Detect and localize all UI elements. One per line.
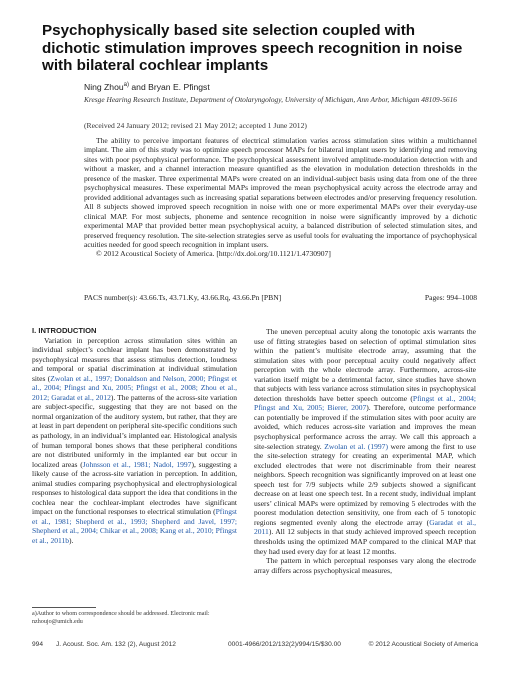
- citation-link[interactable]: Zwolan et al. (1997): [324, 441, 388, 451]
- footer-copyright: © 2012 Acoustical Society of America: [368, 641, 478, 648]
- section-heading: I. INTRODUCTION: [32, 326, 97, 335]
- body-text: ), suggesting a likely cause of the across-site variation in perception. In addition, animal studies comparing psychophysical and electrophysiological responses to histological data support the idea that conditions in the cochlea near the cochlear-implant electrodes have significant impact on the functional responses to electrical stimulation (: [32, 459, 237, 517]
- article-title: Psychophysically based site selection coupled with dichotic stimulation improves speech recognition in noise with bilateral cochlear implants: [42, 22, 463, 74]
- footer-page-number: 994: [32, 641, 44, 648]
- body-text: ).: [69, 536, 74, 546]
- page-range: Pages: 994–1008: [424, 293, 477, 302]
- left-column: [32, 326, 237, 546]
- pacs-numbers: PACS number(s): 43.66.Ts, 43.71.Ky, 43.66.Rq, 43.66.Pn [PBN]: [84, 293, 282, 302]
- intro-paragraph-2: [254, 327, 476, 556]
- citation-link[interactable]: Pfingst et al., 1981; Shepherd et al., 1993; Shepherd and Javel, 1997; Shepherd et al., 2004; Chikar et al., 2008; Kang et al., 2010; Pfingst et al., 2011b: [32, 507, 237, 546]
- footnote: a)Author to whom correspondence should be addressed. Electronic mail: nzhoujo@umich.edu: [32, 611, 210, 625]
- body-text: The uneven perceptual acuity along the tonotopic axis warrants the use of fitting strategies based on selection of optimal stimulation sites within the patient’s multisite electrode array, assuming that the stimulation sites with poor perceptual acuity could negatively affect perception with the whole electrode array. Furthermore, across-site variation itself might be a detrimental factor, since studies have shown that subjects with less variance across stimulation sites in psychophysical detection thresholds have better speech outcome (: [254, 327, 476, 403]
- author-footnote-mark: a): [123, 82, 129, 89]
- intro-paragraph-1: [32, 336, 237, 546]
- footnote-divider: [32, 607, 96, 608]
- footer-journal: J. Acoust. Soc. Am. 132 (2), August 2012: [56, 641, 176, 648]
- affiliation: Kresge Hearing Research Institute, Department of Otolaryngology, University of Michigan, Ann Arbor, Michigan 48109-5616: [84, 95, 457, 104]
- received-dates: (Received 24 January 2012; revised 21 May 2012; accepted 1 June 2012): [84, 121, 307, 130]
- body-text: ). The patterns of the across-site variation are subject-specific, suggesting that they are not based on the normal organization of the auditory system, but rather, that they are at least in part dependent on peripheral site-specific conditions such as pathology, in an individual’s implanted ear. Histological analysis of human temporal bones shows that these peripheral conditions are not distributed uniformly in the implanted ear but occur in localized areas (: [32, 392, 237, 469]
- author-list: [84, 82, 210, 92]
- copyright-doi-text: © 2012 Acoustical Society of America. [http://dx.doi.org/10.1121/1.4730907]: [96, 249, 331, 259]
- right-column: [254, 327, 476, 575]
- intro-paragraph-3: The pattern in which perceptual responses vary along the electrode array differs across psychophysical measures,: [254, 556, 476, 575]
- body-text: ). Therefore, outcome performance can potentially be improved if the stimulation sites with poor acuity are avoided, which reduces across-site variation and improves the mean psychophysical performance across the array. We call this approach a site-selection strategy.: [254, 403, 477, 451]
- citation-link[interactable]: Johnsson et al., 1981; Nadol, 1997: [82, 459, 192, 469]
- body-text: were among the first to use the site-selection strategy for creating an experimental MAP, which excluded electrodes that were not discriminable from their nearest neighbors. Speech recognition was significantly improved on at least one speech test for 7/9 subjects while 2/9 subjects showed a significant decrease on at least one speech test. In a recent study, individual implant users’ clinical MAPs were optimized by removing 5 electrodes with the poorest modulation detection sensitivity, one from each of 5 tonotopic regions segmented evenly along the electrode array (: [254, 441, 476, 527]
- copyright-doi: [84, 249, 477, 258]
- citation-link[interactable]: Garadat et al., 2011: [254, 517, 476, 537]
- body-text: Variation in perception across stimulation sites within an individual subject’s cochlear implant has been demonstrated by psychophysical measures that assess stimulus detection, loudness and temporal or spatial discrimination at individual stimulation sites (: [32, 335, 237, 383]
- abstract-text: The ability to perceive important features of electrical stimulation varies across stimulation sites within a multichannel implant. The aim of this study was to optimize speech processor MAPs for bilateral implant users by identifying and removing sites with poor psychophysical performance. The psychophysical assessment involved amplitude-modulation detection with and without a masker, and a channel interaction measure quantified as the elevation in modulation detection thresholds in the presence of the masker. Three experimental MAPs were created on an individual-subject basis using data from one of the three psychophysical measures. These experimental MAPs improved the mean psychophysical acuity across the electrode array and provided additional advantages such as increasing spatial separations between electrodes and/or preserving frequency resolution. All 8 subjects showed improved speech recognition in noise with one or more experimental MAPs over their everyday-use clinical MAP. For most subjects, phoneme and sentence recognition in noise were significantly improved by a dichotic experimental MAP that provided better mean psychophysical acuity, a balanced distribution of selected stimulation sites, and preserved frequency resolution. The site-selection strategies serve as useful tools for evaluating the importance of psychophysical acuities needed for good speech recognition in implant users.: [84, 136, 477, 249]
- author-name-rest: and Bryan E. Pfingst: [129, 82, 210, 92]
- author-name: Ning Zhou: [84, 82, 124, 92]
- citation-link[interactable]: Zwolan et al., 1997; Donaldson and Nelson, 2000; Pfingst et al., 2004; Pfingst and Xu, 2005; Pfingst et al., 2008; Zhou et al., 2012; Garadat et al., 2012: [32, 373, 237, 402]
- abstract: [84, 136, 477, 259]
- pacs-line: [84, 293, 477, 302]
- citation-link[interactable]: Pfingst et al., 2004; Pfingst and Xu, 2005; Bierer, 2007: [254, 393, 477, 413]
- footer-issn: 0001-4966/2012/132(2)/994/15/$30.00: [228, 641, 341, 648]
- body-text: ). All 12 subjects in that study achieved improved speech reception thresholds using the optimized MAP compared to the clinical MAP that they had used every day for at least 12 months.: [254, 527, 476, 556]
